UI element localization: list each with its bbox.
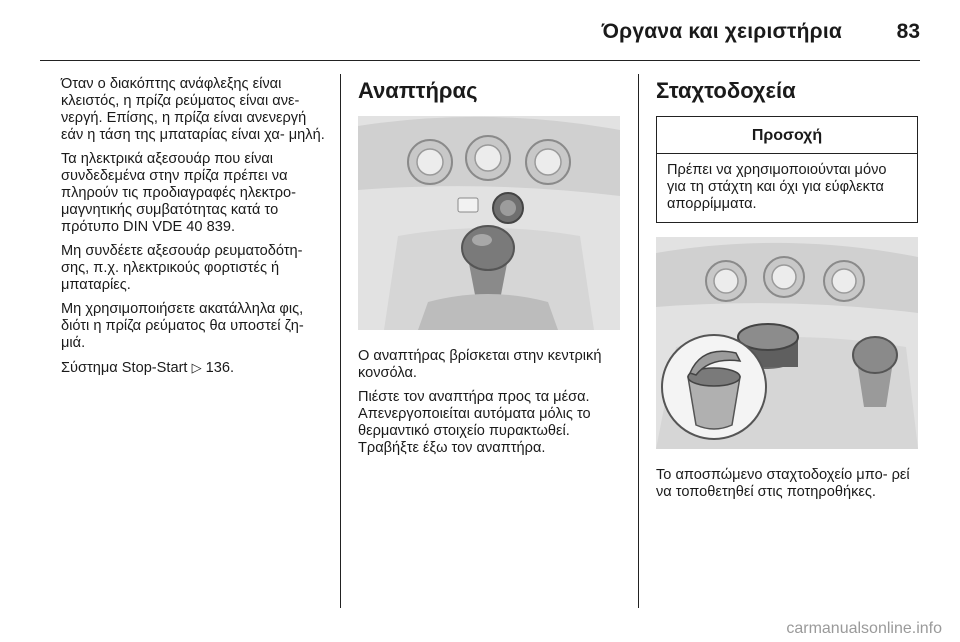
ashtray-illustration [656, 237, 918, 449]
caution-box [656, 116, 918, 223]
page-number: 83 [896, 20, 920, 43]
chapter-title: Όργανα και χειριστήρια [601, 20, 842, 43]
reference-text: Σύστημα Stop-Start [61, 360, 188, 376]
header-rule [40, 60, 920, 61]
cross-reference[interactable] [61, 359, 331, 377]
watermark: carmanualsonline.info [786, 620, 942, 637]
paragraph: Μη χρησιμοποιήσετε ακατάλληλα φις, διότι η πρίζα ρεύματος θα υποστεί ζη- μιά. [61, 301, 304, 351]
section-title-ashtrays: Σταχτοδοχεία [656, 78, 796, 103]
caution-heading: Προσοχή [657, 117, 917, 154]
column-2 [358, 76, 626, 464]
figure-caption: Το αποσπώμενο σταχτοδοχείο μπο- ρεί να τοποθετηθεί στις ποτηροθήκες. [656, 467, 910, 500]
lighter-console-illustration [358, 116, 620, 330]
column-1 [61, 76, 331, 384]
paragraph: Όταν ο διακόπτης ανάφλεξης είναι κλειστός, η πρίζα ρεύματος είναι ανε- νεργή. Επίσης, η πρίζα είναι ανενεργή εάν η τάση της μπαταρίας είναι χα- μηλή. [61, 76, 325, 143]
caution-text: Πρέπει να χρησιμοποιούνται μόνο για τη στάχτη και όχι για εύφλεκτα απορρίμματα. [667, 162, 887, 212]
paragraph: Τα ηλεκτρικά αξεσουάρ που είναι συνδεδεμένα στην πρίζα πρέπει να πληρούν τις προδιαγραφές ηλεκτρο- μαγνητικής συμβατότητας κατά το πρότυπο DIN VDE 40 839. [61, 151, 296, 235]
paragraph: Μη συνδέετε αξεσουάρ ρευματοδότη- σης, π.χ. ηλεκτρικούς φορτιστές ή μπαταρίες. [61, 243, 303, 293]
column-divider-2 [638, 74, 639, 608]
paragraph: Πιέστε τον αναπτήρα προς τα μέσα. Απενεργοποιείται αυτόματα μόλις το θερμαντικό στοιχείο πυρακτωθεί. Τραβήξτε έξω τον αναπτήρα. [358, 389, 591, 456]
column-divider-1 [340, 74, 341, 608]
page-header [0, 0, 960, 62]
arrow-right-icon: ▷ [191, 360, 202, 375]
reference-page: 136. [205, 360, 235, 376]
paragraph: Ο αναπτήρας βρίσκεται στην κεντρική κονσόλα. [358, 348, 602, 381]
column-3 [656, 76, 920, 508]
section-title-lighter: Αναπτήρας [358, 78, 478, 103]
